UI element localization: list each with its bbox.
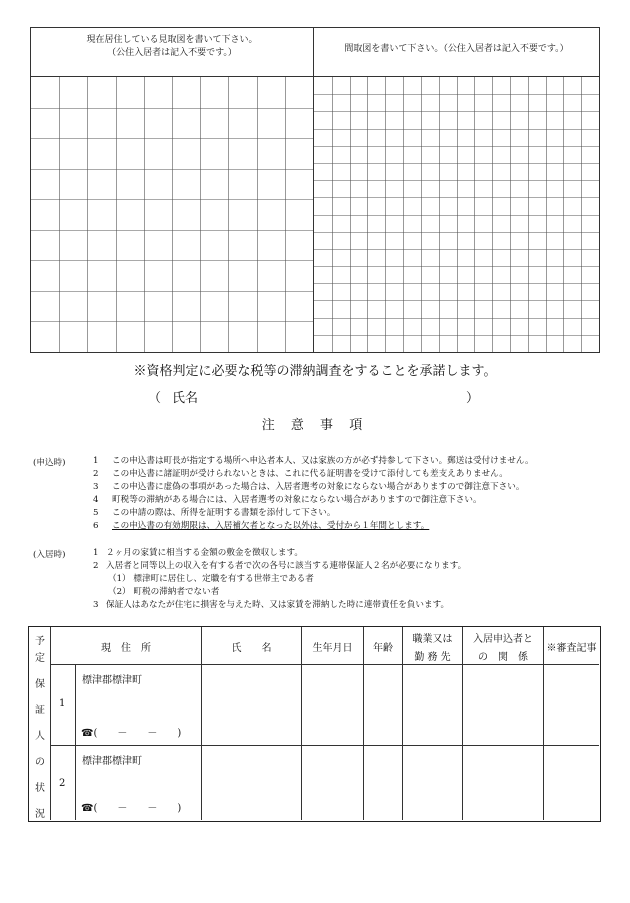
location-map-grid-lines <box>31 77 313 352</box>
table-divider <box>301 627 302 820</box>
side-label-char: 予 <box>35 636 45 647</box>
application-note-num: 3 <box>93 482 99 492</box>
application-note-text: この申込書に虚偽の事項があった場合は、入居者選考の対象にならない場合がありますので御注意下さい。 <box>112 482 525 492</box>
header-birthdate: 生年月日 <box>312 643 353 654</box>
tax-consent-statement: ※資格判定に必要な税等の滞納調査をすることを承諾します。 <box>133 364 497 379</box>
move-in-note-text: ２ヶ月の家賃に相当する金額の敷金を徴収します。 <box>106 548 303 558</box>
header-address: 現 住 所 <box>101 643 151 654</box>
application-note-num: 2 <box>93 469 99 479</box>
header-occupation-line2: 勤 務 先 <box>414 652 451 663</box>
move-in-notes-heading: (入居時) <box>33 550 66 560</box>
side-label-char: 況 <box>35 809 45 820</box>
application-note-num: 1 <box>93 456 99 466</box>
table-divider <box>363 627 364 820</box>
location-map-grid[interactable] <box>31 76 313 352</box>
row-number: 1 <box>59 698 66 709</box>
name-open-paren: （ <box>148 391 162 406</box>
move-in-note-num: 3 <box>93 600 99 610</box>
floor-plan-grid[interactable] <box>314 76 599 352</box>
header-review: ※審査記事 <box>546 643 597 654</box>
address-cell[interactable]: 標津郡標津町 <box>82 675 142 686</box>
floor-plan-header: 間取図を書いて下さい。（公住入居者は記入不要です。） <box>344 44 569 54</box>
table-divider <box>50 745 599 746</box>
validity-period-note: この申込書の有効期限は、入居補欠者となった以外は、受付から１年間とします。 <box>112 521 430 531</box>
move-in-subnote: （2） 町税の滞納者でない者 <box>108 587 220 597</box>
side-label-char: 保 <box>35 679 45 690</box>
floor-plan-grid-lines <box>314 77 599 352</box>
table-divider <box>75 665 76 820</box>
move-in-subnote: （1） 標津町に居住し、定職を有する世帯主である者 <box>108 574 314 584</box>
table-divider <box>543 627 544 820</box>
name-close-paren: ） <box>466 391 480 406</box>
row-number: 2 <box>59 778 66 789</box>
header-relation-line1: 入居申込者と <box>473 634 533 645</box>
header-age: 年齢 <box>373 643 393 654</box>
notes-title: 注 意 事 項 <box>261 418 369 433</box>
move-in-note-text: 保証人はあなたが住宅に損害を与えた時、又は家賃を滞納した時に連帯責任を負います。 <box>106 600 450 610</box>
move-in-note-num: 2 <box>93 561 99 571</box>
table-divider <box>201 627 202 820</box>
side-label-char: 証 <box>35 705 45 716</box>
application-note-num: 4 <box>93 495 99 505</box>
side-label-char: 状 <box>35 783 45 794</box>
address-cell[interactable]: 標津郡標津町 <box>82 756 142 767</box>
phone-field[interactable]: ☎( － － ) <box>81 728 182 739</box>
consent-name-label[interactable]: 氏名 <box>172 391 199 406</box>
location-map-header <box>31 34 313 60</box>
side-label-char: の <box>35 757 45 768</box>
location-map-instruction: 現在居住している見取図を書いて下さい。 <box>86 35 258 45</box>
table-divider <box>50 627 51 820</box>
application-note-text: この申込書に諸証明が受けられないときは、これに代る証明書を受けて添付しても差支えありません。 <box>112 469 508 479</box>
header-occupation-line1: 職業又は <box>412 634 453 645</box>
table-divider <box>50 664 599 665</box>
application-note-num: 6 <box>93 521 99 531</box>
side-label-char: 定 <box>35 653 45 664</box>
phone-field[interactable]: ☎( － － ) <box>81 803 182 814</box>
application-note-num: 5 <box>93 508 99 518</box>
move-in-note-text: 入居者と同等以上の収入を有する者で次の各号に該当する連帯保証人２名が必要になります。 <box>106 561 467 571</box>
header-name: 氏 名 <box>231 643 272 654</box>
application-note-text: この申請の際は、所得を証明する書類を添付して下さい。 <box>112 508 336 518</box>
guarantor-table <box>28 626 601 822</box>
application-notes-heading: (申込時) <box>33 458 66 468</box>
application-note-text: 町税等の滞納がある場合には、入居者選考の対象にならない場合がありますので御注意下さい。 <box>112 495 482 505</box>
application-note-text: この申込書は町長が指定する場所へ申込者本人、又は家族の方が必ず持参して下さい。郵送は受付けません。 <box>112 456 534 466</box>
header-relation-line2: の 関 係 <box>478 652 528 663</box>
location-map-note: （公住入居者は記入不要です。） <box>107 48 237 58</box>
move-in-note-num: 1 <box>93 548 99 558</box>
side-label-char: 人 <box>35 731 45 742</box>
